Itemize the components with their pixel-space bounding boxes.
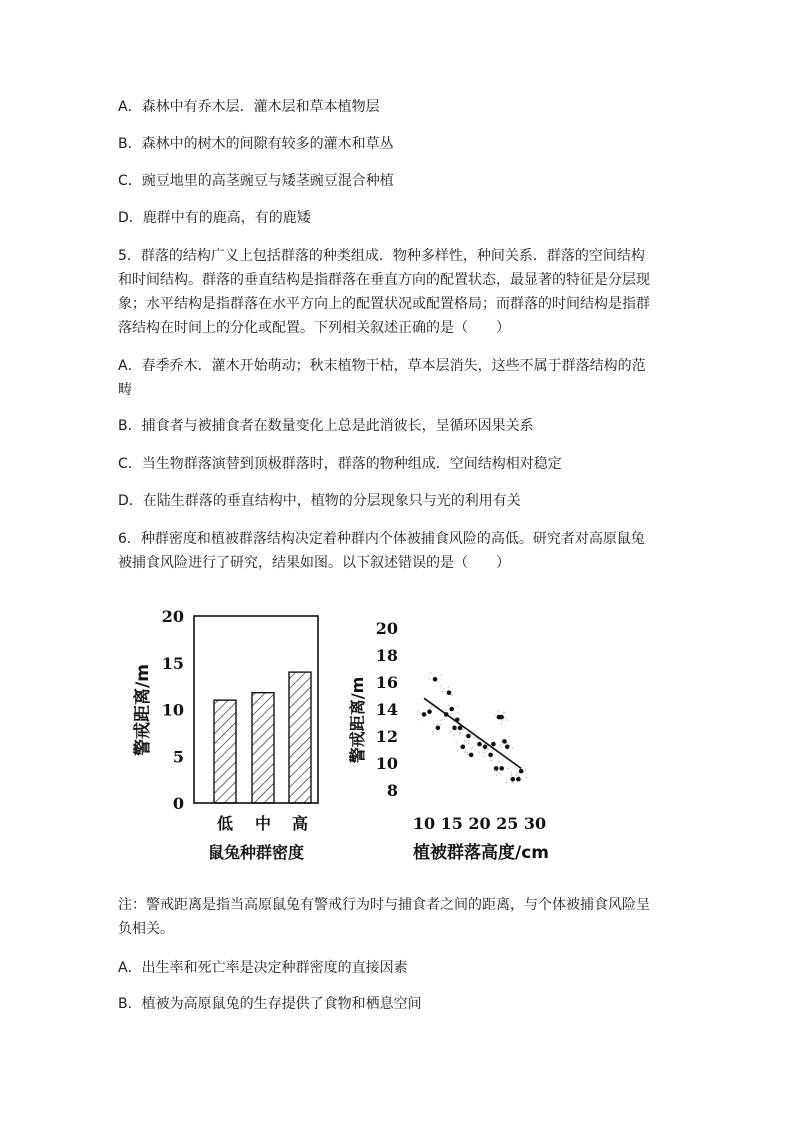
scan-speckle — [501, 746, 502, 747]
y-tick-label: 8 — [386, 781, 398, 800]
scatter-point — [444, 712, 449, 717]
scan-speckle — [459, 734, 460, 735]
q5-option-c: C．当生物群落演替到顶极群落时，群落的物种组成．空间结构相对稳定 — [118, 456, 562, 472]
scan-speckle — [430, 672, 431, 673]
scan-speckle — [502, 720, 503, 721]
scan-speckle — [525, 769, 526, 770]
bar — [289, 672, 311, 803]
scan-speckle — [454, 734, 455, 735]
bar-chart — [120, 600, 350, 870]
y-tick-label: 20 — [161, 607, 184, 626]
scan-speckle — [468, 740, 469, 741]
scan-speckle — [506, 720, 507, 721]
scatter-point — [483, 745, 488, 750]
scan-speckle — [483, 756, 484, 757]
y-axis-label: 警戒距离/m — [348, 676, 367, 764]
scan-speckle — [517, 772, 518, 773]
q5-option-a-line: A．春季乔木．灌木开始萌动；秋末植物干枯，草本层消失，这些不属于群落结构的范 — [118, 358, 646, 374]
scatter-point — [422, 712, 427, 717]
x-tick-label: 20 — [468, 814, 491, 833]
scan-speckle — [467, 754, 468, 755]
x-axis-label: 鼠兔种群密度 — [207, 843, 305, 862]
scan-speckle — [511, 772, 512, 773]
scan-speckle — [498, 746, 499, 747]
scan-speckle — [500, 744, 501, 745]
scan-speckle — [521, 778, 522, 779]
scan-speckle — [441, 674, 442, 675]
scan-speckle — [482, 752, 483, 753]
scan-speckle — [451, 731, 452, 732]
scatter-point — [494, 766, 499, 771]
y-tick-label: 18 — [375, 646, 398, 665]
q5-option-d: D．在陆生群落的垂直结构中，植物的分层现象只与光的利用有关 — [118, 493, 521, 509]
q5-option-a-line: 畴 — [118, 382, 132, 398]
scatter-point — [427, 709, 432, 714]
y-tick-label: 20 — [375, 619, 398, 638]
x-axis-label: 植被群落高度/cm — [413, 843, 549, 863]
bar — [252, 693, 274, 803]
scan-speckle — [454, 717, 455, 718]
scan-speckle — [457, 750, 458, 751]
scan-speckle — [507, 768, 508, 769]
scan-speckle — [490, 760, 491, 761]
note-line: 负相关。 — [118, 921, 174, 937]
scan-speckle — [474, 736, 475, 737]
scan-speckle — [465, 749, 466, 750]
scan-speckle — [499, 774, 500, 775]
q5-stem-line: 落结构在时间上的分化或配置。下列相关叙述正确的是（ ） — [118, 320, 510, 336]
q4-option-b: B．森林中的树木的间隙有较多的灌木和草丛 — [118, 136, 394, 152]
scan-speckle — [433, 734, 434, 735]
scan-speckle — [512, 747, 513, 748]
scatter-point — [491, 742, 496, 747]
x-tick-label: 10 — [412, 814, 436, 833]
scan-speckle — [440, 724, 441, 725]
scan-speckle — [497, 772, 498, 773]
scan-speckle — [450, 713, 451, 714]
scan-speckle — [442, 719, 443, 720]
scatter-point — [461, 745, 466, 750]
scan-speckle — [472, 747, 473, 748]
scan-speckle — [506, 743, 507, 744]
note-line: 注：警戒距离是指当高原鼠兔有警戒行为时与捕食者之间的距离，与个体被捕食风险呈 — [118, 897, 650, 913]
q6-option-a: A．出生率和死亡率是决定种群密度的直接因素 — [118, 960, 408, 976]
scan-speckle — [417, 719, 418, 720]
scan-speckle — [457, 706, 458, 707]
scan-speckle — [503, 712, 504, 713]
q6-stem-line: 6．种群密度和植被群落结构决定着种群内个体被捕食风险的高低。研究者对高原鼠兔 — [118, 531, 645, 547]
scan-speckle — [455, 741, 456, 742]
scan-speckle — [515, 775, 516, 776]
scan-speckle — [478, 751, 479, 752]
scan-speckle — [487, 749, 488, 750]
scan-speckle — [515, 766, 516, 767]
scatter-point — [477, 742, 482, 747]
scan-speckle — [431, 706, 432, 707]
scatter-point — [466, 734, 471, 739]
scatter-point — [447, 691, 452, 696]
scan-speckle — [429, 707, 430, 708]
scan-speckle — [440, 720, 441, 721]
chart-note — [118, 893, 678, 941]
q6-option-b: B．植被为高原鼠兔的生存提供了食物和栖息空间 — [118, 996, 422, 1012]
x-tick-label: 15 — [440, 814, 463, 833]
scatter-chart — [345, 610, 575, 872]
scan-speckle — [467, 751, 468, 752]
q5-stem — [118, 244, 678, 340]
q4-option-d: D．鹿群中有的鹿高，有的鹿矮 — [118, 210, 311, 226]
scan-speckle — [436, 723, 437, 724]
y-tick-label: 16 — [375, 673, 398, 692]
y-tick-label: 5 — [172, 747, 184, 767]
y-tick-label: 14 — [375, 700, 398, 719]
scan-speckle — [475, 749, 476, 750]
scan-speckle — [429, 678, 430, 679]
scan-speckle — [464, 740, 465, 741]
scan-speckle — [495, 715, 496, 716]
y-tick-label: 12 — [375, 727, 398, 746]
scatter-point — [455, 718, 460, 723]
scan-speckle — [459, 732, 460, 733]
q5-option-b: B．捕食者与被捕食者在数量变化上总是此消彼长，呈循环因果关系 — [118, 418, 534, 434]
x-tick-label: 30 — [523, 814, 547, 833]
scatter-point — [469, 753, 474, 758]
scan-speckle — [486, 751, 487, 752]
scan-speckle — [448, 686, 449, 687]
scan-speckle — [484, 749, 485, 750]
q5-stem-line: 5．群落的结构广义上包括群落的种类组成．物种多样性，种间关系．群落的空间结构 — [118, 248, 645, 264]
y-tick-label: 0 — [172, 794, 184, 813]
trend-line — [424, 698, 521, 768]
q5-option-a — [118, 354, 678, 402]
scan-speckle — [498, 761, 499, 762]
scan-speckle — [526, 777, 527, 778]
scatter-point — [499, 766, 504, 771]
scatter-point — [499, 715, 504, 720]
scatter-point — [452, 726, 457, 731]
scatter-point — [502, 739, 507, 744]
scan-speckle — [496, 775, 497, 776]
scan-speckle — [501, 741, 502, 742]
scatter-point — [449, 707, 454, 712]
q5-stem-line: 和时间结构。群落的垂直结构是指群落在垂直方向的配置状态，最显著的特征是分层现 — [118, 272, 650, 288]
scan-speckle — [473, 730, 474, 731]
scan-speckle — [470, 748, 471, 749]
scan-speckle — [448, 705, 449, 706]
q4-option-a: A．森林中有乔木层．灌木层和草本植物层 — [118, 99, 380, 115]
scan-speckle — [492, 750, 493, 751]
scatter-point — [505, 745, 510, 750]
scatter-point — [433, 677, 438, 682]
x-tick-label: 25 — [496, 814, 519, 833]
y-tick-label: 10 — [161, 700, 184, 720]
scan-speckle — [442, 691, 443, 692]
scan-speckle — [451, 694, 452, 695]
scatter-point — [488, 753, 493, 758]
scatter-point — [511, 777, 516, 782]
scan-speckle — [445, 710, 446, 711]
scatter-point — [458, 726, 463, 731]
scan-speckle — [441, 685, 442, 686]
scan-speckle — [457, 712, 458, 713]
scan-speckle — [443, 688, 444, 689]
scatter-point — [436, 726, 441, 731]
y-tick-label: 15 — [161, 653, 184, 673]
q4-option-c: C．豌豆地里的高茎豌豆与矮茎豌豆混合种植 — [118, 173, 394, 189]
scatter-point — [519, 769, 524, 774]
x-tick-label: 低 — [216, 814, 234, 833]
scan-speckle — [463, 729, 464, 730]
scan-speckle — [518, 775, 519, 776]
scan-speckle — [418, 710, 419, 711]
scan-speckle — [432, 731, 433, 732]
scan-speckle — [511, 775, 512, 776]
scan-speckle — [464, 752, 465, 753]
q6-stem-line: 被捕食风险进行了研究，结果如图。以下叙述错误的是（ ） — [118, 555, 510, 571]
scan-speckle — [505, 717, 506, 718]
scan-speckle — [468, 743, 469, 744]
bar — [214, 700, 236, 803]
x-tick-label: 中 — [254, 814, 272, 833]
y-axis-label: 警戒距离/m — [133, 664, 153, 756]
scan-speckle — [506, 782, 507, 783]
x-tick-label: 高 — [291, 814, 309, 833]
scan-speckle — [508, 736, 509, 737]
q5-stem-line: 象；水平结构是指群落在水平方向上的配置状况或配置格局；而群落的时间结构是指群 — [118, 296, 650, 312]
scan-speckle — [512, 782, 513, 783]
scan-speckle — [501, 723, 502, 724]
scatter-point — [516, 777, 521, 782]
y-tick-label: 10 — [375, 754, 398, 773]
q6-stem — [118, 527, 678, 575]
scan-speckle — [497, 710, 498, 711]
